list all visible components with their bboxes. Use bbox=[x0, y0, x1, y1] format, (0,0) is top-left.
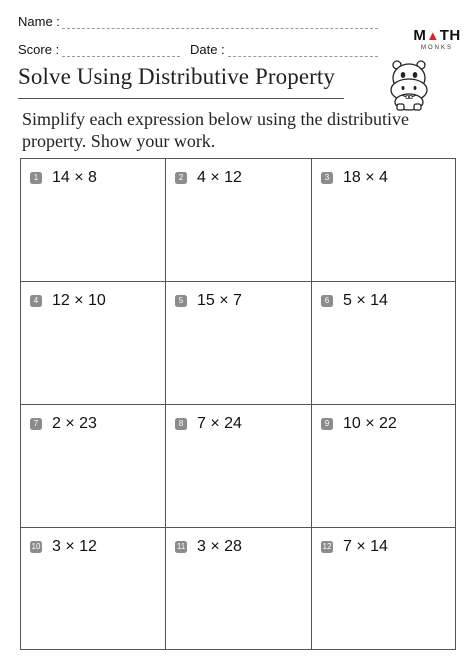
problem-cell[interactable] bbox=[166, 282, 312, 405]
title-divider bbox=[18, 98, 344, 99]
problem-number-badge: 12 bbox=[322, 542, 332, 551]
problem-number-badge: 2 bbox=[175, 172, 187, 184]
problem-expression: 18 × 4 bbox=[343, 169, 388, 186]
problem-grid bbox=[20, 158, 456, 650]
instructions: Simplify each expression below using the distributive property. Show your work. bbox=[22, 109, 409, 151]
problem-number-badge: 10 bbox=[31, 542, 41, 551]
problem-cell[interactable] bbox=[21, 528, 166, 649]
logo-letter-m: M bbox=[413, 27, 427, 44]
problem-expression: 3 × 28 bbox=[197, 538, 242, 555]
problem-number-badge: 9 bbox=[321, 418, 333, 430]
problem-cell[interactable] bbox=[21, 282, 166, 405]
name-label: Name : bbox=[18, 14, 60, 29]
problem-cell[interactable] bbox=[166, 159, 312, 282]
score-label: Score : bbox=[18, 42, 60, 57]
hippo-mascot-icon bbox=[382, 56, 436, 112]
problem-expression: 4 × 12 bbox=[197, 169, 242, 186]
problem-number-badge: 4 bbox=[30, 295, 42, 307]
page-title: Solve Using Distributive Property bbox=[18, 64, 335, 89]
date-label: Date : bbox=[190, 42, 225, 57]
problem-cell[interactable] bbox=[312, 282, 455, 405]
problem-number-badge: 8 bbox=[175, 418, 187, 430]
logo-wordmark bbox=[412, 28, 462, 44]
problem-number-badge: 7 bbox=[30, 418, 42, 430]
problem-cell[interactable] bbox=[166, 528, 312, 649]
problem-expression: 14 × 8 bbox=[52, 169, 97, 186]
problem-expression: 5 × 14 bbox=[343, 292, 388, 309]
logo-triangle-icon: ▲ bbox=[426, 28, 440, 43]
problem-expression: 10 × 22 bbox=[343, 415, 397, 432]
score-field[interactable] bbox=[62, 56, 180, 57]
problem-number-badge: 5 bbox=[175, 295, 187, 307]
date-field[interactable] bbox=[228, 56, 378, 57]
problem-expression: 12 × 10 bbox=[52, 292, 106, 309]
problem-number-badge: 11 bbox=[176, 542, 186, 551]
problem-number-badge: 3 bbox=[321, 172, 333, 184]
logo-subtitle: MONKS bbox=[420, 45, 453, 51]
problem-cell[interactable] bbox=[312, 528, 455, 649]
problem-number-badge: 6 bbox=[321, 295, 333, 307]
problem-cell[interactable] bbox=[312, 159, 455, 282]
math-monks-logo bbox=[412, 28, 462, 52]
problem-cell[interactable] bbox=[312, 405, 455, 528]
problem-number-badge: 1 bbox=[30, 172, 42, 184]
problem-cell[interactable] bbox=[166, 405, 312, 528]
problem-expression: 7 × 24 bbox=[197, 415, 242, 432]
problem-expression: 7 × 14 bbox=[343, 538, 388, 555]
problem-cell[interactable] bbox=[21, 159, 166, 282]
name-field[interactable] bbox=[62, 28, 378, 29]
problem-expression: 3 × 12 bbox=[52, 538, 97, 555]
problem-cell[interactable] bbox=[21, 405, 166, 528]
problem-expression: 2 × 23 bbox=[52, 415, 97, 432]
problem-expression: 15 × 7 bbox=[197, 292, 242, 309]
logo-letters-th: TH bbox=[439, 27, 461, 44]
